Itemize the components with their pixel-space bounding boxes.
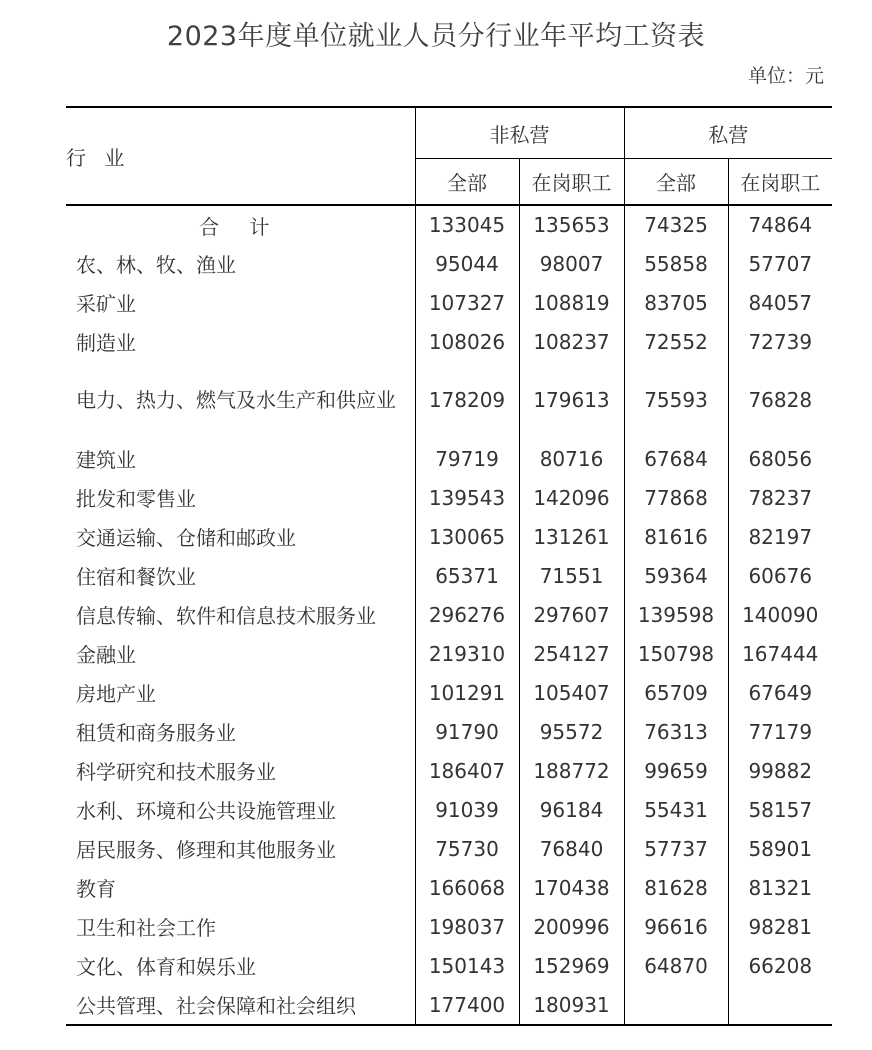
industry-name-cell: 租赁和商务服务业 xyxy=(66,712,415,751)
page-title: 2023年度单位就业人员分行业年平均工资表 xyxy=(166,21,706,52)
table-row xyxy=(66,517,832,556)
table-row xyxy=(66,283,832,322)
non-private-all-cell: 166068 xyxy=(415,868,519,907)
industry-name-cell: 交通运输、仓储和邮政业 xyxy=(66,517,415,556)
private-on-post-cell: 58157 xyxy=(748,797,813,822)
industry-name-cell: 公共管理、社会保障和社会组织 xyxy=(66,985,415,1025)
private-all-cell: 59364 xyxy=(624,556,728,595)
table-row xyxy=(66,673,832,712)
non-private-on-post-cell: 95572 xyxy=(519,712,624,751)
table-row xyxy=(66,439,832,478)
private-on-post-cell: 68056 xyxy=(748,446,813,471)
header-private-all: 全部 xyxy=(624,159,728,206)
non-private-on-post-cell: 71551 xyxy=(519,556,624,595)
industry-name-cell: 建筑业 xyxy=(66,439,415,478)
non-private-all-cell: 177400 xyxy=(415,985,519,1025)
non-private-all-cell: 65371 xyxy=(415,556,519,595)
private-on-post-cell: 78237 xyxy=(748,485,813,510)
unit-label: 单位：元 xyxy=(747,65,824,87)
private-on-post-cell: 99882 xyxy=(748,758,813,783)
private-on-post-cell: 77179 xyxy=(748,719,813,744)
non-private-on-post-cell: 180931 xyxy=(519,985,624,1025)
non-private-on-post-cell: 108819 xyxy=(519,283,624,322)
table-row xyxy=(66,556,832,595)
non-private-on-post-cell: 98007 xyxy=(519,244,624,283)
private-on-post-cell: 76828 xyxy=(748,388,813,412)
industry-name-cell: 电力、热力、燃气及水生产和供应业 xyxy=(66,361,415,439)
non-private-on-post-cell: 170438 xyxy=(519,868,624,907)
table-row xyxy=(66,829,832,868)
header-non-private-on-post: 在岗职工 xyxy=(519,159,624,206)
table-row xyxy=(66,985,832,1025)
industry-name-cell: 科学研究和技术服务业 xyxy=(66,751,415,790)
table-row-total xyxy=(66,205,832,244)
table-row xyxy=(66,361,832,439)
header-private-on-post: 在岗职工 xyxy=(728,159,832,206)
private-all-cell: 57737 xyxy=(624,829,728,868)
industry-name-cell: 文化、体育和娱乐业 xyxy=(66,946,415,985)
industry-name-cell: 金融业 xyxy=(66,634,415,673)
table-row xyxy=(66,907,832,946)
non-private-all-cell: 79719 xyxy=(415,439,519,478)
private-all-cell: 99659 xyxy=(624,751,728,790)
industry-name-cell: 农、林、牧、渔业 xyxy=(66,244,415,283)
industry-name-cell: 住宿和餐饮业 xyxy=(66,556,415,595)
table-body xyxy=(66,205,832,1025)
table-header xyxy=(66,107,832,205)
industry-name-cell: 居民服务、修理和其他服务业 xyxy=(66,829,415,868)
non-private-all-cell: 107327 xyxy=(415,283,519,322)
industry-name-cell: 教育 xyxy=(66,868,415,907)
private-on-post-cell: 60676 xyxy=(748,563,813,588)
non-private-on-post-cell: 142096 xyxy=(519,478,624,517)
table-row xyxy=(66,322,832,361)
industry-name-cell: 合 计 xyxy=(66,205,415,244)
private-on-post-cell: 82197 xyxy=(748,524,813,549)
private-on-post-cell: 81321 xyxy=(748,875,813,900)
table-row xyxy=(66,595,832,634)
private-all-cell: 150798 xyxy=(624,634,728,673)
private-all-cell: 67684 xyxy=(624,439,728,478)
header-private: 私营 xyxy=(624,107,832,159)
private-all-cell: 139598 xyxy=(624,595,728,634)
non-private-on-post-cell: 254127 xyxy=(519,634,624,673)
private-all-cell: 74325 xyxy=(624,205,728,244)
private-on-post-cell: 72739 xyxy=(748,329,813,354)
non-private-all-cell: 108026 xyxy=(415,322,519,361)
non-private-on-post-cell: 297607 xyxy=(519,595,624,634)
private-on-post-cell: 74864 xyxy=(748,213,813,237)
private-all-cell: 77868 xyxy=(624,478,728,517)
private-on-post-cell: 66208 xyxy=(748,953,813,978)
table-row xyxy=(66,946,832,985)
non-private-all-cell: 130065 xyxy=(415,517,519,556)
non-private-all-cell: 219310 xyxy=(415,634,519,673)
private-on-post-cell: 167444 xyxy=(742,641,819,666)
non-private-all-cell: 198037 xyxy=(415,907,519,946)
non-private-on-post-cell: 105407 xyxy=(519,673,624,712)
table-row xyxy=(66,868,832,907)
private-all-cell: 64870 xyxy=(624,946,728,985)
non-private-on-post-cell: 135653 xyxy=(519,205,624,244)
non-private-on-post-cell: 76840 xyxy=(519,829,624,868)
non-private-all-cell: 186407 xyxy=(415,751,519,790)
private-on-post-cell: 67649 xyxy=(748,680,813,705)
non-private-on-post-cell: 200996 xyxy=(519,907,624,946)
private-all-cell: 83705 xyxy=(624,283,728,322)
non-private-all-cell: 75730 xyxy=(415,829,519,868)
private-all-cell: 55431 xyxy=(624,790,728,829)
table-row xyxy=(66,634,832,673)
industry-name-cell: 采矿业 xyxy=(66,283,415,322)
private-all-cell: 81628 xyxy=(624,868,728,907)
non-private-all-cell: 133045 xyxy=(415,205,519,244)
private-all-cell: 65709 xyxy=(624,673,728,712)
non-private-all-cell: 95044 xyxy=(415,244,519,283)
table-row xyxy=(66,751,832,790)
private-all-cell: 76313 xyxy=(624,712,728,751)
private-on-post-cell: 140090 xyxy=(742,602,819,627)
non-private-on-post-cell: 108237 xyxy=(519,322,624,361)
private-on-post-cell: 57707 xyxy=(748,251,813,276)
header-non-private-all: 全部 xyxy=(415,159,519,206)
industry-name-cell: 房地产业 xyxy=(66,673,415,712)
non-private-on-post-cell: 179613 xyxy=(519,361,624,439)
non-private-all-cell: 139543 xyxy=(415,478,519,517)
private-all-cell: 75593 xyxy=(624,361,728,439)
wage-table xyxy=(66,106,832,1026)
private-on-post-cell: 84057 xyxy=(748,290,813,315)
industry-name-cell: 信息传输、软件和信息技术服务业 xyxy=(66,595,415,634)
non-private-all-cell: 178209 xyxy=(415,361,519,439)
private-all-cell: 81616 xyxy=(624,517,728,556)
industry-name-cell: 卫生和社会工作 xyxy=(66,907,415,946)
non-private-all-cell: 101291 xyxy=(415,673,519,712)
header-non-private: 非私营 xyxy=(415,107,624,159)
non-private-all-cell: 150143 xyxy=(415,946,519,985)
non-private-all-cell: 91790 xyxy=(415,712,519,751)
non-private-on-post-cell: 152969 xyxy=(519,946,624,985)
table-row xyxy=(66,244,832,283)
private-on-post-cell xyxy=(728,985,832,1025)
non-private-all-cell: 91039 xyxy=(415,790,519,829)
table-row xyxy=(66,790,832,829)
table-row xyxy=(66,712,832,751)
non-private-all-cell: 296276 xyxy=(415,595,519,634)
private-all-cell: 72552 xyxy=(624,322,728,361)
private-on-post-cell: 98281 xyxy=(748,914,813,939)
private-on-post-cell: 58901 xyxy=(748,836,813,861)
industry-name-cell: 制造业 xyxy=(66,322,415,361)
non-private-on-post-cell: 96184 xyxy=(519,790,624,829)
industry-name-cell: 水利、环境和公共设施管理业 xyxy=(66,790,415,829)
non-private-on-post-cell: 188772 xyxy=(519,751,624,790)
table-row xyxy=(66,478,832,517)
private-all-cell xyxy=(624,985,728,1025)
industry-name-cell: 批发和零售业 xyxy=(66,478,415,517)
private-all-cell: 96616 xyxy=(624,907,728,946)
private-all-cell: 55858 xyxy=(624,244,728,283)
header-industry: 行 业 xyxy=(66,107,415,205)
non-private-on-post-cell: 131261 xyxy=(519,517,624,556)
non-private-on-post-cell: 80716 xyxy=(519,439,624,478)
